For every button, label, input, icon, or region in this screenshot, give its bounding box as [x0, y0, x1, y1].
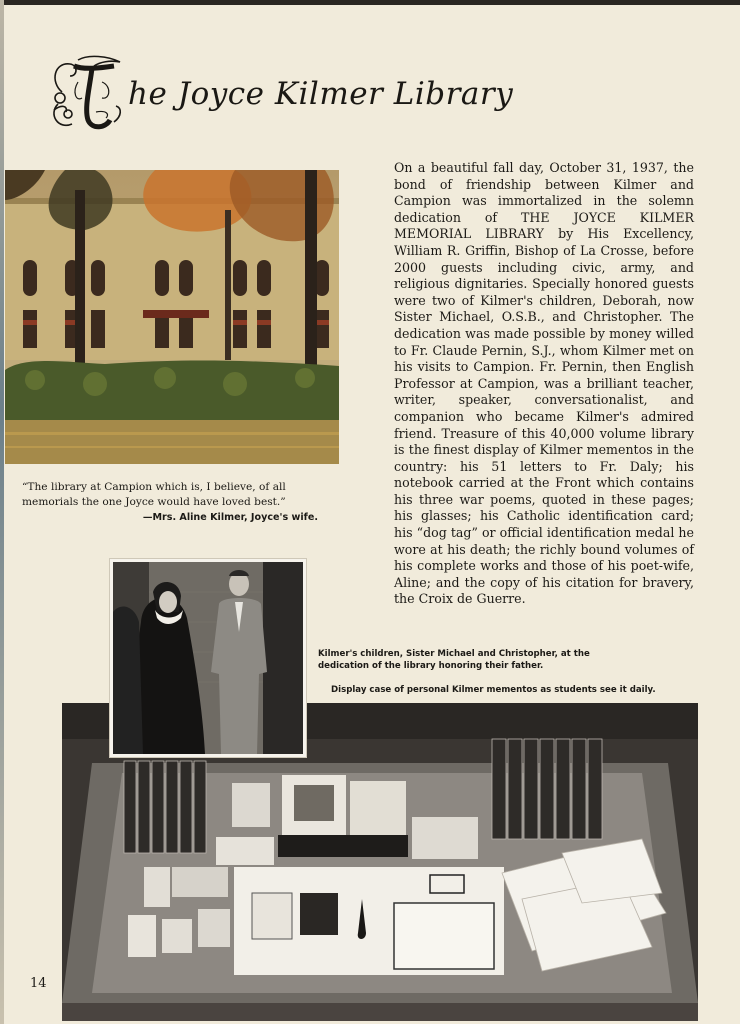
library-photo-caption: “The library at Campion which is, I believe, of all memorials the one Joyce would have loved best.” [22, 481, 286, 508]
page-top-edge [0, 0, 740, 5]
page-title [48, 52, 568, 142]
title-text: he Joyce Kilmer Library [128, 76, 514, 112]
ornate-T-initial-icon [48, 52, 130, 136]
children-photo-caption: Kilmer's children, Sister Michael and Christopher, at the dedication of the library honoring their father. [318, 649, 590, 671]
article-paragraph: On a beautiful fall day, October 31, 1937, the bond of friendship between Kilmer and Campion was immortalized in the solemn dedication of THE JOYCE KILMER MEMORIAL LIBRARY by His Excellency, William R. Griffin, Bishop of La Crosse, before 2000 guests including civic, army, and religious dignitaries. Specially honored guests were two of Kilmer's children, Deborah, now Sister Michael, O.S.B., and Christopher. The dedication was made possible by money willed to Fr. Claude Pernin, S.J., whom Kilmer met on his visits to Campion. Fr. Pernin, then English Professor at Campion, was a brilliant teacher, writer, speaker, conversationalist, and companion who became Kilmer's admired friend. Treasure of this 40,000 volume library is the finest display of Kilmer mementos in the country: his 51 letters to Fr. Daly; his notebook carried at the Front which contains his three war poems, quoted in these pages; his glasses; his Catholic identification card; his “dog tag” or official identification medal he wore at his death; the richly bound volumes of his complete works and those of his poet-wife, Aline; and the copy of his citation for bravery, the Croix de Guerre. [394, 160, 694, 607]
kilmer-children-photo [110, 559, 306, 757]
page-left-edge [0, 0, 4, 1024]
display-case-caption: Display case of personal Kilmer mementos as students see it daily. [331, 685, 656, 695]
page-number: 14 [30, 976, 47, 991]
library-building-photo [5, 170, 339, 464]
library-photo-attribution: —Mrs. Aline Kilmer, Joyce's wife. [142, 512, 318, 523]
article-body [394, 160, 694, 608]
